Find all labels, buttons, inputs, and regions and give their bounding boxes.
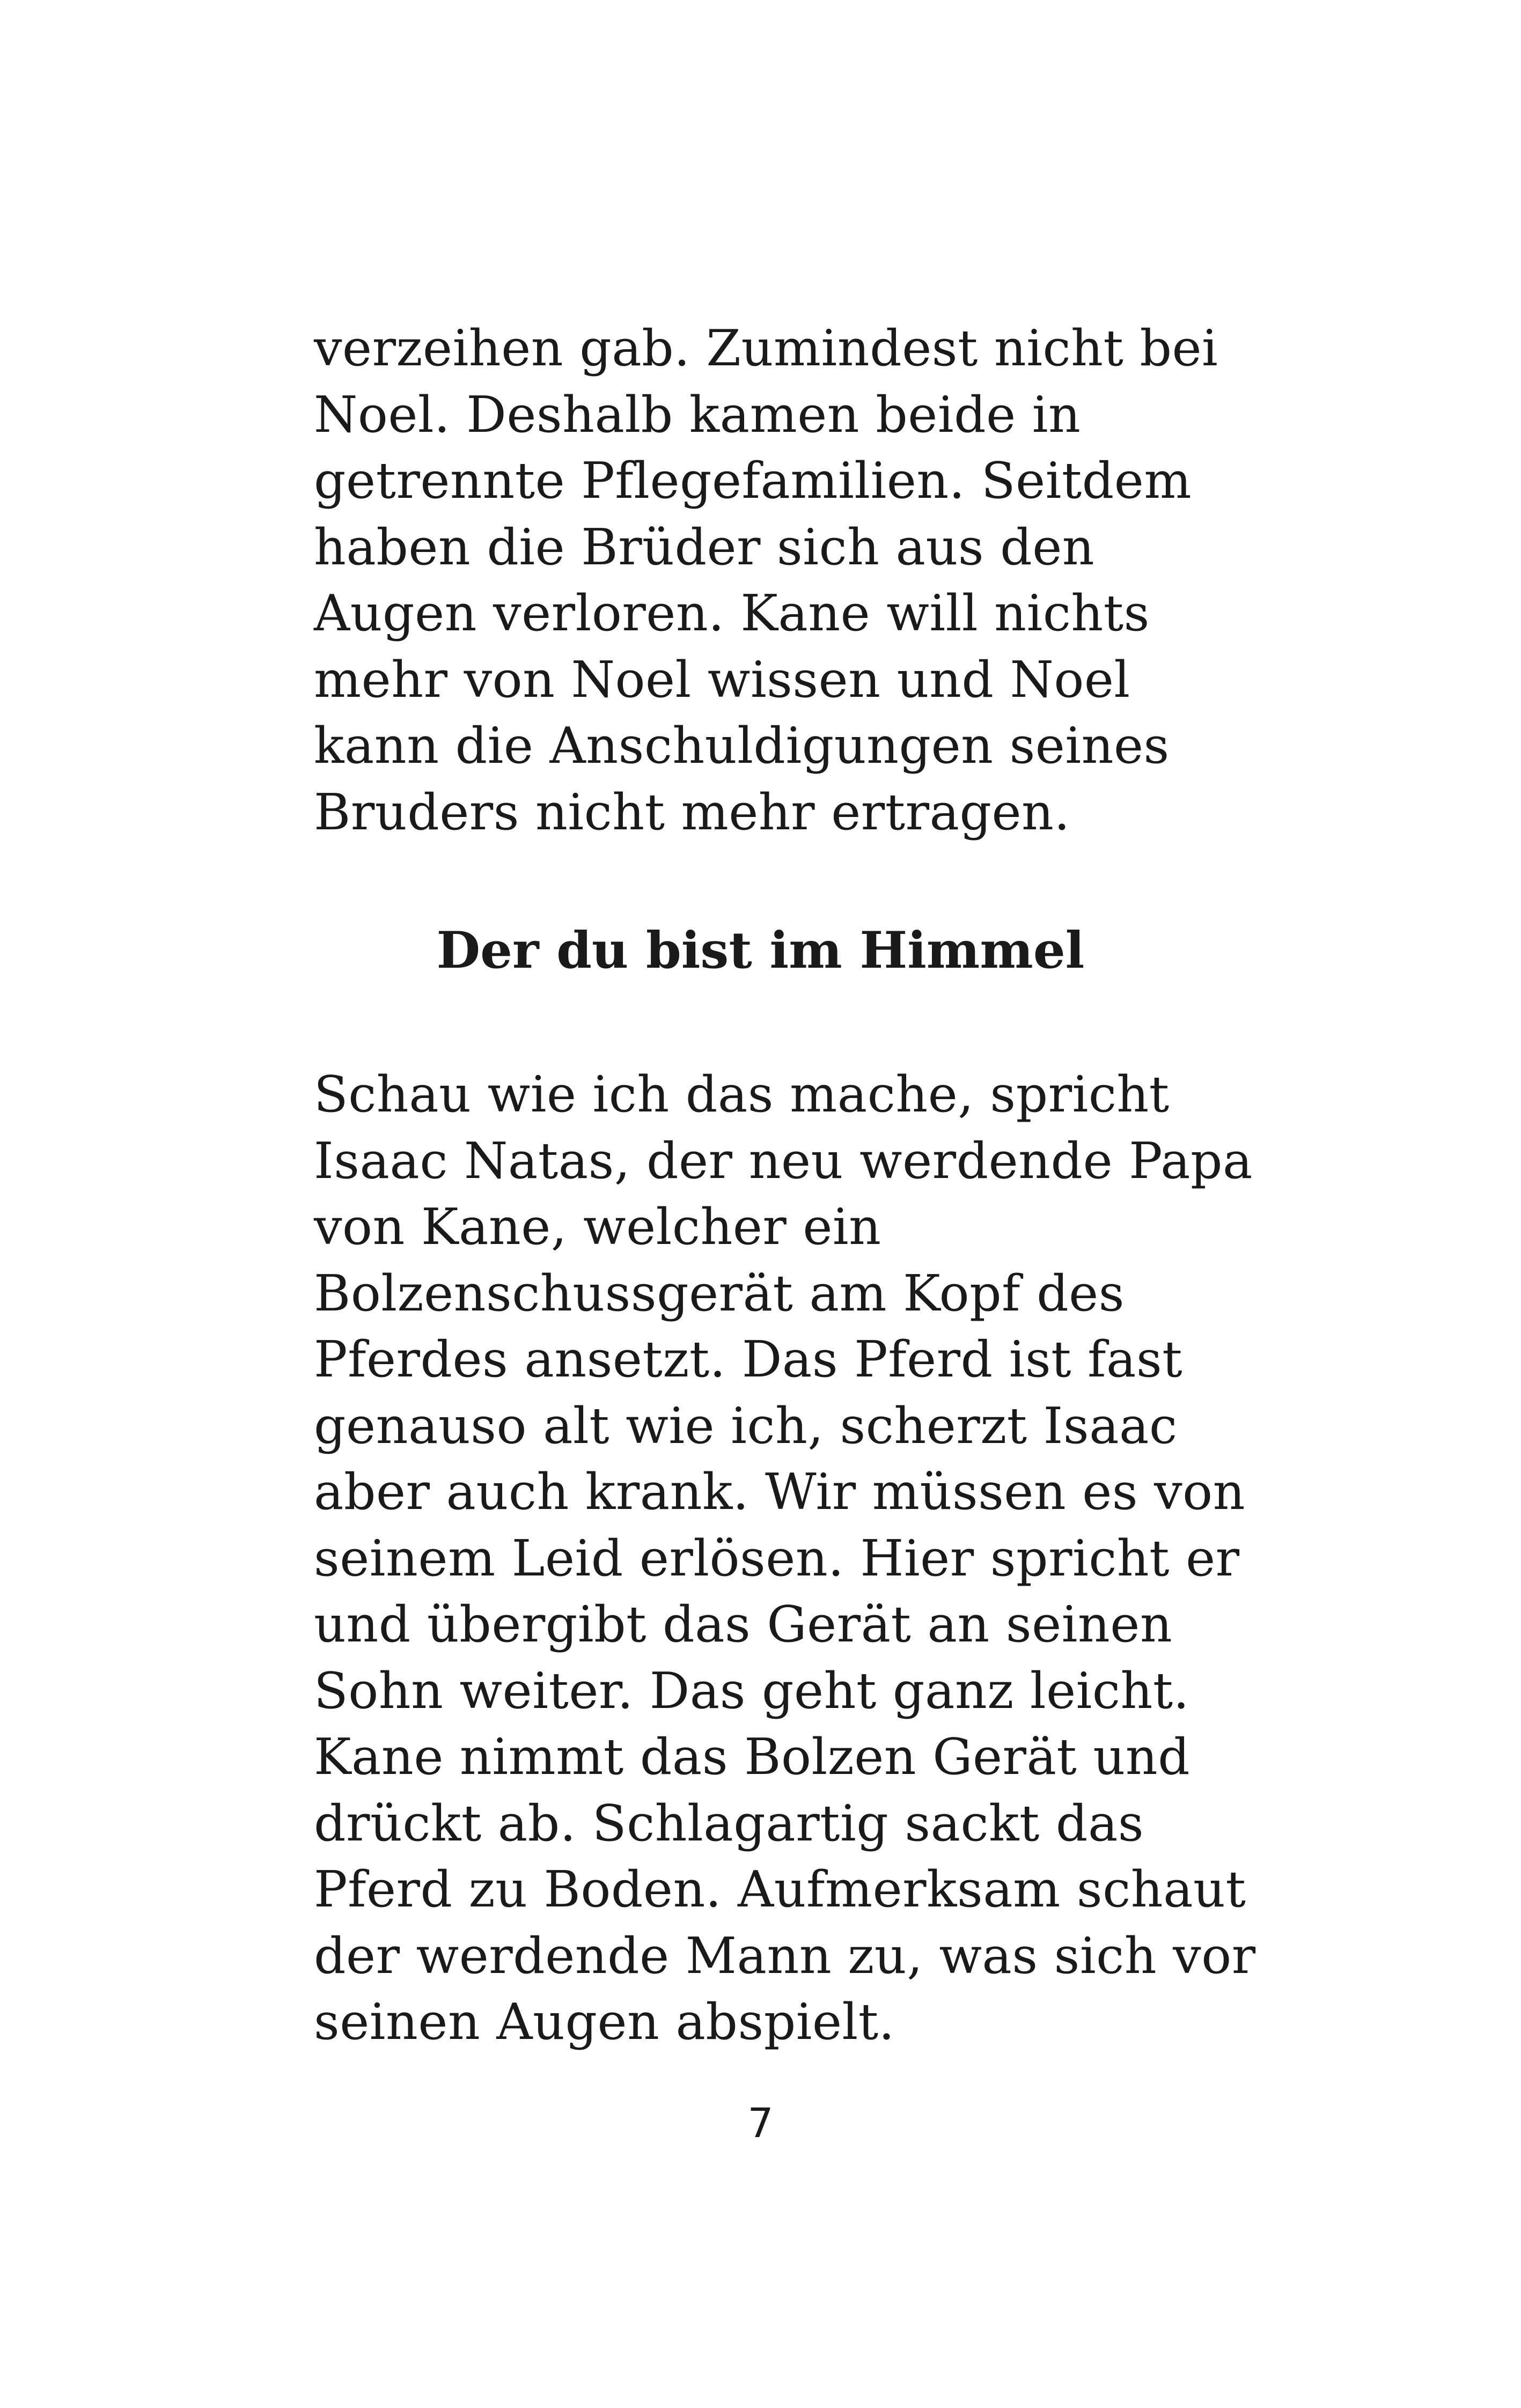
text-line: seinen Augen abspielt.	[314, 1993, 895, 2051]
text-line: haben die Brüder sich aus den	[314, 518, 1095, 576]
text-line: Isaac Natas, der neu werdende Papa	[314, 1131, 1253, 1190]
text-line: Noel. Deshalb kamen beide in	[314, 385, 1081, 444]
text-line: Bruders nicht mehr ertragen.	[314, 783, 1070, 841]
text-line: Kane nimmt das Bolzen Gerät und	[314, 1728, 1191, 1786]
page-number: 7	[747, 2099, 774, 2147]
text-line: Schau wie ich das mache, spricht	[314, 1065, 1170, 1123]
text-line: aber auch krank. Wir müssen es von	[314, 1463, 1246, 1521]
text-line: und übergibt das Gerät an seinen	[314, 1595, 1173, 1653]
text-line: genauso alt wie ich, scherzt Isaac	[314, 1396, 1178, 1455]
text-line: verzeihen gab. Zumindest nicht bei	[314, 319, 1218, 377]
text-line: der werdende Mann zu, was sich vor	[314, 1926, 1256, 1985]
text-line: seinem Leid erlösen. Hier spricht er	[314, 1529, 1240, 1587]
text-line: Pferdes ansetzt. Das Pferd ist fast	[314, 1330, 1183, 1388]
text-line: Augen verloren. Kane will nichts	[314, 584, 1150, 642]
text-line: kann die Anschuldigungen seines	[314, 717, 1170, 775]
chapter-heading: Der du bist im Himmel	[436, 921, 1085, 980]
paragraph-continuation	[314, 315, 1237, 845]
text-line: mehr von Noel wissen und Noel	[314, 650, 1130, 709]
text-line: von Kane, welcher ein	[314, 1198, 881, 1256]
text-line: Sohn weiter. Das geht ganz leicht.	[314, 1661, 1189, 1720]
text-line: getrennte Pflegefamilien. Seitdem	[314, 452, 1192, 510]
chapter-paragraph	[314, 1062, 1256, 2056]
text-line: Bolzenschussgerät am Kopf des	[314, 1264, 1125, 1322]
text-line: Pferd zu Boden. Aufmerksam schaut	[314, 1860, 1246, 1918]
text-line: drückt ab. Schlagartig sackt das	[314, 1794, 1144, 1852]
